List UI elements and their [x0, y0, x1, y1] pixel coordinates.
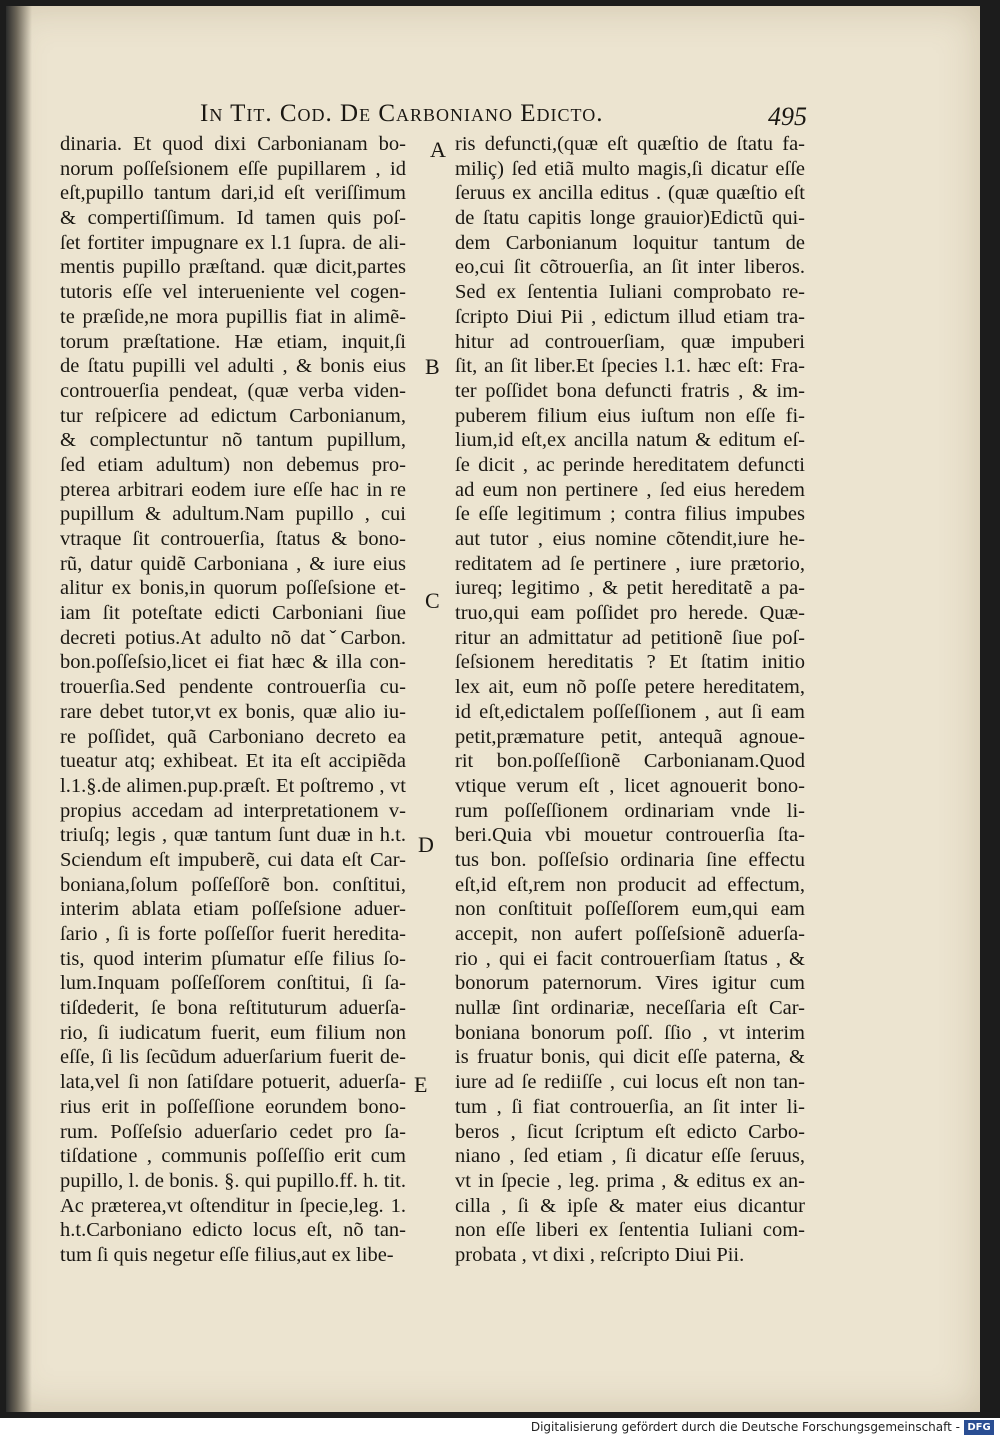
margin-letter-b: B	[425, 354, 440, 379]
text-line: non eſſe liberi ex ſententia Iuliani com-	[455, 1219, 805, 1242]
text-line: mentis pupillo præſtand. quæ dicit,partes	[60, 256, 406, 279]
text-line: beri.Quia vbi mouetur controuerſia ſta-	[455, 824, 805, 847]
text-line: reditatem ad ſe pertinere , iure prætorio,	[455, 552, 805, 575]
text-line: cilla , ſi & ipſe & mater eius dicantur	[455, 1194, 805, 1217]
text-line: petit,præmature petit, antequã agnoue-	[455, 725, 805, 748]
text-line: ſed etiam adultum) non debemus pro-	[60, 453, 406, 476]
text-line: trouerſia.Sed pendente controuerſia cu-	[60, 676, 406, 699]
text-column-left	[60, 132, 406, 1268]
text-line: ſario , ſi is forte poſſeſſor fuerit heredita-	[60, 923, 406, 945]
text-line: probata , vt dixi , reſcripto Diui Pii.	[455, 1243, 745, 1266]
text-line: iureq; legitimo , & petit hereditatẽ a pa-	[455, 577, 805, 600]
margin-letter-c: C	[425, 588, 440, 613]
text-line: rum. Poſſeſsio aduerſario cedet pro ſa-	[60, 1120, 406, 1143]
text-line: ſe dicit , ac perinde hereditatem defuncti	[455, 453, 805, 476]
text-line: rio , qui ei facit controuerſiam ſtatus , &	[455, 947, 805, 970]
digitization-credit: Digitalisierung gefördert durch die Deutsche Forschungsgemeinschaft -	[530, 1420, 960, 1434]
text-line: ad eum non pertinere , ſed eius heredem	[455, 478, 805, 501]
text-line: ter poſſidet bona defuncti fratris , & im-	[455, 379, 805, 402]
margin-letter-a: A	[430, 137, 446, 162]
text-line: bon.poſſeſsio,licet ei fiat hæc & illa con-	[60, 651, 406, 674]
text-line: rũ, datur quidẽ Carboniana , & iure eius	[60, 552, 406, 575]
text-line: bonorum paternorum. Vires igitur cum	[455, 972, 805, 995]
text-line: triuſq; legis , quæ tantum ſunt duæ in h.t.	[60, 824, 406, 847]
text-line: vtraque ſit controuerſia, ſtatus & bono-	[60, 528, 406, 550]
text-line: rum poſſeſſionem ordinariam vnde li-	[455, 799, 805, 822]
text-line: tiſdatione , communis poſſeſſio erit cum	[60, 1145, 406, 1168]
text-line: ris defuncti,(quæ eſt quæſtio de ſtatu fa-	[455, 133, 805, 155]
text-line: & compertiſſimum. Id tamen quis poſ-	[60, 207, 406, 230]
page-gutter-shadow	[6, 6, 32, 1412]
text-line: vtique verum eſt , licet agnouerit bono-	[455, 774, 805, 797]
text-line: ſeruus ex ancilla editus . (quæ quæſtio eſt	[455, 182, 805, 205]
text-line: ſet fortiter impugnare ex l.1 ſupra. de ali-	[60, 231, 406, 254]
text-line: tutoris eſſe vel interueniente vel cogen-	[60, 281, 406, 304]
text-line: lium,id eſt,ex ancilla natum & editum eſ-	[455, 429, 805, 452]
text-line: ſcripto Diui Pii , edictum illud etiam tra-	[455, 305, 805, 328]
text-line: miliç) ſed etiã multo magis,ſi dicatur eſſe	[455, 157, 805, 180]
text-line: propius accedam ad interpretationem v-	[60, 799, 406, 822]
text-line: rius erit in poſſeſſione eorundem bono-	[60, 1095, 406, 1118]
text-line: eſt,pupillo tantum dari,id eſt veriſſimum	[60, 182, 406, 205]
text-line: tur reſpicere ad edictum Carbonianum,	[60, 404, 406, 427]
text-line: tum , ſi fiat controuerſia, an ſit inter li-	[455, 1095, 805, 1118]
text-line: de ſtatu capitis longe grauior)Edictũ qui-	[455, 207, 805, 230]
text-line: eſſe, ſi lis ſecũdum aduerſarium fuerit de-	[60, 1046, 406, 1069]
text-line: & complectuntur nõ tantum pupillum,	[60, 429, 406, 452]
text-line: Ac præterea,vt oſtenditur in ſpecie,leg. 1.	[60, 1194, 406, 1217]
text-line: pupillum & adultum.Nam pupillo , cui	[60, 503, 406, 526]
text-line: Sciendum eſt impuberẽ, cui data eſt Car-	[60, 848, 406, 871]
text-line: eo,cui ſit cõtrouerſia, an ſit inter liberos.	[455, 256, 805, 279]
text-line: nullæ ſint ordinariæ, neceſſaria eſt Car-	[455, 997, 805, 1020]
text-line: hitur ad controuerſiam, quæ impuberi	[455, 330, 805, 353]
text-line: pterea arbitrari eodem iure eſſe hac in re	[60, 478, 406, 501]
text-line: tueatur atq; exhibeat. Et ita eſt accipiẽda	[60, 750, 406, 773]
text-line: eſt,id eſt,rem non producit ad effectum,	[455, 873, 805, 896]
text-line: accepit, non aufert poſſeſsionẽ aduerſa-	[455, 923, 805, 945]
text-line: rare debet tutor,vt ex bonis, quæ alio iu-	[60, 700, 406, 723]
text-line: l.1.§.de alimen.pup.præſt. Et poſtremo , vt	[60, 774, 406, 797]
text-line: lata,vel ſi non ſatiſdare potuerit, aduerſa-	[60, 1071, 406, 1094]
text-line: ſit, an ſit liber.Et ſpecies l.1. hæc eſt: Fra-	[455, 355, 805, 378]
text-line: tum ſi quis negetur eſſe filius,aut ex libe-	[60, 1243, 394, 1266]
text-line: dinaria. Et quod dixi Carbonianam bo-	[60, 133, 406, 155]
text-line: boniana bonorum poſſ. ſſio , vt interim	[455, 1021, 805, 1044]
text-line: Sed ex ſententia Iuliani comprobato re-	[455, 281, 805, 304]
text-line: controuerſia pendeat, (quæ verba viden-	[60, 379, 406, 402]
text-line: tiſdederit, ſe bona reſtituturum aduerſa-	[60, 997, 406, 1020]
text-line: ſeſsionem hereditatis ? Et ſtatim initio	[455, 651, 805, 674]
text-column-right	[455, 132, 805, 1268]
text-line: lum.Inquam poſſeſſorem conſtitui, ſi ſa-	[60, 972, 406, 995]
running-title: In Tit. Cod. De Carboniano Edicto.	[200, 100, 604, 127]
text-line: alitur ex bonis,in quorum poſſeſsione et-	[60, 577, 406, 600]
text-line: h.t.Carboniano edicto locus eſt, nõ tan-	[60, 1219, 406, 1242]
text-line: ritur an admittatur ad petitionẽ ſiue poſ-	[455, 626, 805, 649]
text-line: rio, ſi iudicatum fuerit, eum filium non	[60, 1021, 406, 1044]
dfg-logo: DFG	[964, 1420, 994, 1435]
text-line: aut tutor , eius nomine cõtendit,iure he-	[455, 528, 805, 550]
text-line: dem Carbonianum loquitur tantum de	[455, 231, 805, 254]
text-line: torum præſtatione. Hæ etiam, inquit,ſi	[60, 330, 406, 353]
text-line: re poſſidet, quã Carboniano decreto ea	[60, 725, 406, 748]
text-line: decreti potius.At adulto nõ datˇCarbon.	[60, 626, 406, 649]
text-line: ſe eſſe legitimum ; contra filius impubes	[455, 503, 805, 526]
text-line: iure ad ſe rediiſſe , cui locus eſt non tan-	[455, 1071, 805, 1094]
text-line: norum poſſeſsionem eſſe pupillarem , id	[60, 157, 406, 180]
text-line: puberem filium eius iuſtum non eſſe fi-	[455, 404, 805, 427]
text-line: id eſt,edictalem poſſeſſionem , aut ſi eam	[455, 700, 805, 723]
text-line: pupillo, l. de bonis. §. qui pupillo.ff. h. tit.	[60, 1169, 406, 1192]
text-line: lex ait, eum nõ poſſe petere hereditatem,	[455, 676, 805, 699]
text-line: non conſtituit poſſeſſorem eum,qui eam	[455, 898, 805, 921]
text-line: rit bon.poſſeſſionẽ Carbonianam.Quod	[455, 750, 805, 773]
text-line: vt in ſpecie , leg. prima , & editus ex an-	[455, 1169, 805, 1192]
text-line: truo,qui eam poſſidet pro herede. Quæ-	[455, 602, 805, 625]
margin-letter-d: D	[418, 832, 434, 857]
text-line: is fruatur bonis, qui dicit eſſe paterna, &	[455, 1046, 805, 1069]
text-line: tus bon. poſſeſsio ordinaria ſine effectu	[455, 848, 805, 871]
text-line: tis, quod interim pſumatur eſſe filius ſo-	[60, 947, 406, 970]
margin-letter-e: E	[414, 1072, 428, 1097]
text-line: niano , ſed etiam , ſi dicatur eſſe ſeruus,	[455, 1145, 805, 1168]
text-line: te præſide,ne mora pupillis fiat in alimẽ-	[60, 305, 406, 328]
text-line: interim ablata etiam poſſeſsione aduer-	[60, 898, 406, 921]
text-line: boniana,ſolum poſſeſſorẽ bon. conſtitui,	[60, 873, 406, 896]
text-line: iam ſit poteſtate edicti Carboniani ſiue	[60, 602, 406, 625]
page-number: 495	[768, 102, 807, 131]
text-line: beros , ſicut ſcriptum eſt edicto Carbo-	[455, 1120, 805, 1143]
text-line: de ſtatu pupilli vel adulti , & bonis eius	[60, 355, 406, 378]
